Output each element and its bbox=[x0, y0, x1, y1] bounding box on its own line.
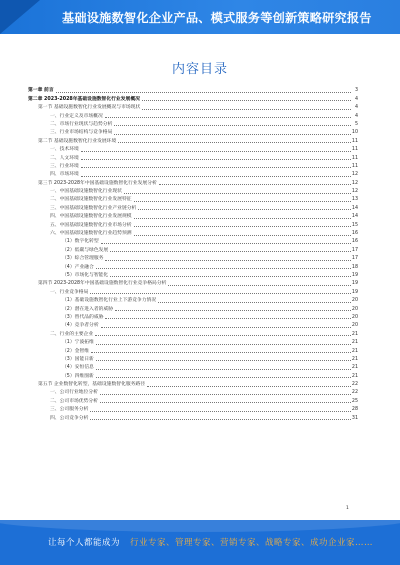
toc-dot-leader bbox=[95, 335, 351, 336]
toc-entry-title: 第一章 前言 bbox=[28, 88, 54, 94]
toc-dot-leader bbox=[81, 176, 351, 177]
toc-dot-leader bbox=[105, 117, 351, 118]
toc-dot-leader bbox=[138, 209, 351, 210]
toc-entry-title: （4）竞争者分析 bbox=[62, 323, 99, 329]
toc-entry-page: 19 bbox=[351, 289, 358, 295]
toc-entry-page: 31 bbox=[351, 415, 358, 421]
toc-entry-title: 三、公司服务分析 bbox=[50, 407, 89, 413]
toc-entry[interactable] bbox=[28, 245, 358, 253]
toc-entry[interactable] bbox=[28, 120, 358, 128]
toc-entry-page: 12 bbox=[351, 172, 358, 178]
toc-entry-title: 二、人文环境 bbox=[50, 155, 79, 161]
toc-entry-page: 17 bbox=[351, 247, 358, 253]
toc-entry[interactable] bbox=[28, 187, 358, 195]
toc-dot-leader bbox=[100, 402, 351, 403]
toc-entry[interactable] bbox=[28, 279, 358, 287]
toc-dot-leader bbox=[81, 151, 351, 152]
toc-dot-leader bbox=[114, 125, 351, 126]
toc-entry-title: （3）国能日新 bbox=[62, 356, 94, 362]
toc-entry-title: （1）基础设施数智化行业上下游竞争力情况 bbox=[62, 298, 157, 304]
toc-dot-leader bbox=[142, 109, 351, 110]
toc-entry[interactable] bbox=[28, 405, 358, 413]
toc-entry-title: （3）替代品的威胁 bbox=[62, 314, 104, 320]
toc-entry-title: 四、中国基础设施数智化行业发展规模 bbox=[50, 214, 132, 220]
toc-dot-leader bbox=[96, 369, 351, 370]
toc-dot-leader bbox=[90, 293, 351, 294]
toc-entry-page: 14 bbox=[351, 205, 358, 211]
toc-entry-title: 三、中国基础设施数智化行业产业链分析 bbox=[50, 205, 137, 211]
toc-dot-leader bbox=[134, 201, 351, 202]
toc-entry[interactable] bbox=[28, 296, 358, 304]
toc-entry[interactable] bbox=[28, 229, 358, 237]
toc-dot-leader bbox=[90, 411, 351, 412]
toc-entry-title: （2）金智维 bbox=[62, 348, 90, 354]
toc-entry[interactable] bbox=[28, 128, 358, 136]
toc-dot-leader bbox=[159, 184, 351, 185]
toc-entry[interactable] bbox=[28, 212, 358, 220]
toc-entry-page: 4 bbox=[354, 113, 358, 119]
toc-entry-title: 三、行业市场结构与竞争格局 bbox=[50, 130, 113, 136]
toc-entry-title: （2）低碳与绿色发展 bbox=[62, 247, 109, 253]
toc-entry-page: 21 bbox=[351, 373, 358, 379]
toc-entry[interactable] bbox=[28, 136, 358, 144]
toc-entry-title: 一、中国基础设施数智化行业现状 bbox=[50, 189, 122, 195]
toc-entry-page: 22 bbox=[351, 390, 358, 396]
toc-dot-leader bbox=[134, 218, 351, 219]
toc-entry-title: （4）产业融合 bbox=[62, 264, 94, 270]
footer-slogan-highlight: 行业专家、管理专家、营销专家、战略专家、成功企业家…… bbox=[130, 538, 374, 548]
toc-entry-page: 4 bbox=[354, 105, 358, 111]
toc-dot-leader bbox=[134, 235, 351, 236]
toc-dot-leader bbox=[147, 386, 351, 387]
toc-entry-title: 第四节 2023-2028年中国基础设施数智化行业竞争格局分析 bbox=[38, 281, 167, 287]
toc-entry-title: 二、中国基础设施数智化行业发展特征 bbox=[50, 197, 132, 203]
toc-entry-page: 20 bbox=[351, 323, 358, 329]
toc-entry-page: 10 bbox=[351, 130, 358, 136]
toc-entry-title: 第三节 2023-2028年中国基础设施数智化行业发展分析 bbox=[38, 180, 157, 186]
toc-entry[interactable] bbox=[28, 237, 358, 245]
toc-dot-leader bbox=[158, 302, 351, 303]
toc-entry-title: 五、中国基础设施数智化行业市场分析 bbox=[50, 222, 132, 228]
toc-entry-page: 19 bbox=[351, 281, 358, 287]
toc-entry[interactable] bbox=[28, 346, 358, 354]
toc-entry[interactable] bbox=[28, 195, 358, 203]
toc-entry-page: 12 bbox=[351, 180, 358, 186]
toc-entry-title: （3）综合管理服务 bbox=[62, 256, 104, 262]
toc-dot-leader bbox=[115, 310, 351, 311]
toc-entry[interactable] bbox=[28, 380, 358, 388]
toc-entry-page: 22 bbox=[351, 382, 358, 388]
toc-heading: 内容目录 bbox=[171, 62, 228, 77]
footer-wave-decoration bbox=[0, 520, 400, 532]
toc-entry-title: （2）潜在进入者的威胁 bbox=[62, 306, 114, 312]
toc-entry-title: 第一节 基础设施数智化行业发展概况与市场现状 bbox=[38, 105, 141, 111]
toc-entry[interactable] bbox=[28, 396, 358, 404]
toc-entry-title: 一、行业竞争格局 bbox=[50, 289, 89, 295]
toc-entry[interactable] bbox=[28, 178, 358, 186]
toc-entry[interactable] bbox=[28, 363, 358, 371]
report-header-banner bbox=[0, 0, 400, 34]
header-accent-wedge bbox=[0, 0, 40, 34]
toc-entry-title: （5）市场化与智能化 bbox=[62, 272, 109, 278]
toc-entry[interactable] bbox=[28, 413, 358, 421]
toc-dot-leader bbox=[124, 193, 351, 194]
toc-dot-leader bbox=[96, 268, 351, 269]
toc-dot-leader bbox=[110, 251, 351, 252]
toc-entry-title: 二、市场行业现状与趋势分析 bbox=[50, 121, 113, 127]
toc-entry-page: 15 bbox=[351, 222, 358, 228]
toc-entry-title: （1）宁波拓维 bbox=[62, 340, 94, 346]
toc-entry-page: 16 bbox=[351, 239, 358, 245]
toc-entry-page: 12 bbox=[351, 189, 358, 195]
toc-entry-page: 19 bbox=[351, 272, 358, 278]
toc-entry-title: （1）数字化转型 bbox=[62, 239, 99, 245]
toc-entry[interactable] bbox=[28, 170, 358, 178]
toc-entry-page: 25 bbox=[351, 398, 358, 404]
toc-entry-page: 11 bbox=[351, 147, 358, 153]
toc-entry-title: 第五节 企业数智化转型，基础设施数智化服务路径 bbox=[38, 382, 146, 388]
toc-entry[interactable] bbox=[28, 321, 358, 329]
toc-dot-leader bbox=[168, 285, 350, 286]
toc-entry-page: 3 bbox=[354, 88, 358, 94]
toc-entry[interactable] bbox=[28, 313, 358, 321]
toc-entry-page: 21 bbox=[351, 348, 358, 354]
toc-entry-page: 4 bbox=[354, 96, 358, 102]
toc-dot-leader bbox=[96, 377, 351, 378]
toc-entry-title: 三、行业环境 bbox=[50, 163, 79, 169]
toc-entry-title: 第二章 2023-2028年基础设施数智化行业发展概况 bbox=[28, 96, 140, 102]
toc-entry[interactable] bbox=[28, 262, 358, 270]
toc-entry[interactable] bbox=[28, 103, 358, 111]
toc-entry[interactable] bbox=[28, 371, 358, 379]
toc-dot-leader bbox=[90, 419, 351, 420]
footer-slogan: 让每个人都能成为 bbox=[48, 538, 121, 548]
toc-entry-page: 20 bbox=[351, 298, 358, 304]
toc-entry-title: 四、公司竞争分析 bbox=[50, 415, 89, 421]
toc-entry-page: 20 bbox=[351, 314, 358, 320]
toc-entry[interactable] bbox=[28, 153, 358, 161]
toc-entry-title: 六、中国基础设施数智化行业趋势预测 bbox=[50, 231, 132, 237]
toc-dot-leader bbox=[100, 394, 351, 395]
toc-dot-leader bbox=[101, 243, 351, 244]
page-number: 1 bbox=[346, 506, 349, 511]
toc-entry[interactable] bbox=[28, 271, 358, 279]
toc-entry[interactable] bbox=[28, 162, 358, 170]
toc-dot-leader bbox=[81, 159, 351, 160]
toc-entry[interactable] bbox=[28, 203, 358, 211]
toc-dot-leader bbox=[91, 352, 351, 353]
toc-entry[interactable] bbox=[28, 338, 358, 346]
toc-entry[interactable] bbox=[28, 86, 358, 94]
toc-entry-page: 21 bbox=[351, 356, 358, 362]
table-of-contents bbox=[28, 86, 358, 422]
toc-dot-leader bbox=[96, 344, 351, 345]
toc-entry-title: 一、行业定义及市场概况 bbox=[50, 113, 103, 119]
toc-entry-title: 二、行业的主要企业 bbox=[50, 331, 94, 337]
toc-entry[interactable] bbox=[28, 388, 358, 396]
toc-dot-leader bbox=[56, 92, 351, 93]
toc-entry-page: 28 bbox=[351, 407, 358, 413]
toc-entry[interactable] bbox=[28, 220, 358, 228]
toc-dot-leader bbox=[110, 276, 351, 277]
toc-entry[interactable] bbox=[28, 355, 358, 363]
toc-entry-page: 13 bbox=[351, 197, 358, 203]
toc-entry-title: 一、公司行业地位分析 bbox=[50, 390, 98, 396]
toc-dot-leader bbox=[114, 134, 351, 135]
toc-dot-leader bbox=[96, 360, 351, 361]
toc-entry-page: 21 bbox=[351, 365, 358, 371]
toc-entry-page: 18 bbox=[351, 264, 358, 270]
toc-entry-page: 11 bbox=[351, 138, 358, 144]
toc-entry[interactable] bbox=[28, 254, 358, 262]
toc-entry-title: 一、技术环境 bbox=[50, 147, 79, 153]
toc-entry-title: 第二节 基础设施数智化行业发展环境 bbox=[38, 138, 117, 144]
toc-entry-title: （5）四维图新 bbox=[62, 373, 94, 379]
toc-entry[interactable] bbox=[28, 94, 358, 102]
toc-dot-leader bbox=[101, 327, 351, 328]
toc-dot-leader bbox=[118, 142, 351, 143]
toc-entry-page: 5 bbox=[354, 121, 358, 127]
toc-entry-page: 11 bbox=[351, 155, 358, 161]
toc-dot-leader bbox=[142, 100, 351, 101]
toc-entry-page: 17 bbox=[351, 256, 358, 262]
toc-dot-leader bbox=[105, 318, 350, 319]
toc-entry-title: 四、市场环境 bbox=[50, 172, 79, 178]
toc-entry[interactable] bbox=[28, 304, 358, 312]
toc-entry-title: （4）安恒信息 bbox=[62, 365, 94, 371]
footer-banner bbox=[0, 520, 400, 565]
toc-dot-leader bbox=[81, 167, 351, 168]
toc-entry-page: 11 bbox=[351, 163, 358, 169]
toc-dot-leader bbox=[134, 226, 351, 227]
toc-entry-page: 21 bbox=[351, 340, 358, 346]
toc-dot-leader bbox=[105, 260, 350, 261]
toc-entry-page: 16 bbox=[351, 231, 358, 237]
report-title: 基础设施数智化企业产品、模式服务等创新策略研究报告 bbox=[62, 11, 372, 25]
toc-entry[interactable] bbox=[28, 329, 358, 337]
toc-entry[interactable] bbox=[28, 145, 358, 153]
toc-entry-page: 21 bbox=[351, 331, 358, 337]
toc-entry-page: 20 bbox=[351, 306, 358, 312]
toc-entry[interactable] bbox=[28, 287, 358, 295]
toc-entry-page: 14 bbox=[351, 214, 358, 220]
toc-entry[interactable] bbox=[28, 111, 358, 119]
toc-entry-title: 二、公司市场优势分析 bbox=[50, 398, 98, 404]
